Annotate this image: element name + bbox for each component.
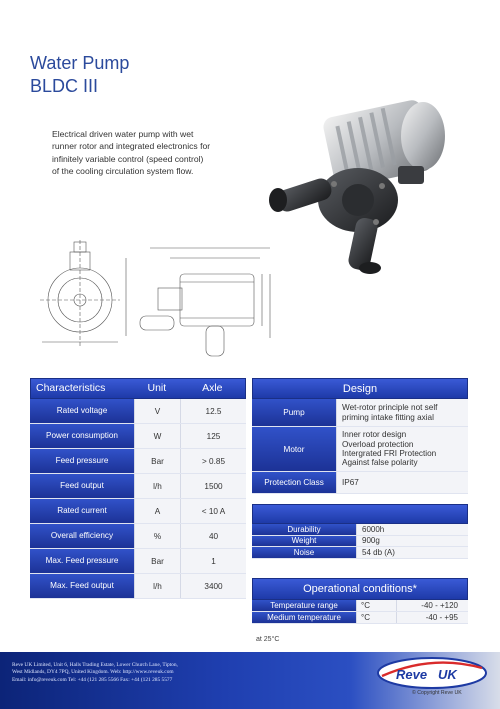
design-value-line: Against false polarity xyxy=(342,458,418,468)
condition-unit: °C xyxy=(356,612,396,623)
design-row-protection xyxy=(252,472,468,494)
row-unit: Bar xyxy=(134,449,180,473)
logo-suffix: UK xyxy=(438,667,457,682)
design-value-line: priming intake fitting axial xyxy=(342,412,434,422)
table-row xyxy=(252,600,468,612)
description-line: of the cooling circulation system flow. xyxy=(52,166,194,177)
design-label: Protection Class xyxy=(252,472,336,493)
spec-value: 6000h xyxy=(356,524,468,535)
row-label: Max. Feed output xyxy=(30,574,134,598)
design-header: Design xyxy=(252,378,468,399)
reve-uk-logo xyxy=(376,656,488,690)
description-line: infinitely variable control (speed control) xyxy=(52,153,204,164)
condition-label: Temperature range xyxy=(252,600,356,611)
design-row-motor xyxy=(252,427,468,472)
logo-text: Reve xyxy=(396,667,428,682)
row-label: Feed pressure xyxy=(30,449,134,473)
row-unit: % xyxy=(134,524,180,548)
specs-table xyxy=(252,504,468,559)
row-unit: Bar xyxy=(134,549,180,573)
row-value: 40 xyxy=(180,524,246,548)
row-unit: V xyxy=(134,399,180,423)
page-title: Water Pump xyxy=(30,53,130,73)
copyright-notice: © Copyright Reve UK xyxy=(412,690,462,696)
header-unit: Unit xyxy=(147,382,167,394)
address-line: West Midlands, DY4 7PQ, United Kingdom. Web: http://www.reveuk.com xyxy=(12,669,174,676)
design-value-line: Intergrated FRI Protection xyxy=(342,449,437,458)
row-label: Overall efficiency xyxy=(30,524,134,548)
table-row xyxy=(30,424,246,449)
design-value-line: Inner rotor design xyxy=(342,430,407,440)
table-row xyxy=(30,474,246,499)
table-row xyxy=(252,524,468,536)
characteristics-header xyxy=(30,378,246,399)
row-value: 12.5 xyxy=(180,399,246,423)
table-row xyxy=(30,499,246,524)
row-unit: l/h xyxy=(134,474,180,498)
product-description xyxy=(52,128,262,178)
spec-label: Noise xyxy=(252,547,356,558)
spec-value: 54 db (A) xyxy=(356,547,468,558)
table-row xyxy=(30,449,246,474)
table-row xyxy=(30,549,246,574)
table-row xyxy=(30,399,246,424)
spec-label: Weight xyxy=(252,536,356,547)
header-axle: Axle xyxy=(202,382,223,394)
condition-value: -40 - +95 xyxy=(396,612,468,623)
row-value: 3400 xyxy=(180,574,246,598)
operational-header: Operational conditions* xyxy=(252,578,468,600)
design-value: IP67 xyxy=(336,472,468,493)
condition-label: Medium temperature xyxy=(252,612,356,623)
spec-label: Durability xyxy=(252,524,356,535)
row-label: Rated current xyxy=(30,499,134,523)
footnote: at 25°C xyxy=(256,636,280,643)
address-line: Email: info@reveuk.com Tel: +44 (121 285 5566 Fax: +44 (121 285 5577 xyxy=(12,676,173,683)
design-value-line: Overload protection xyxy=(342,439,414,449)
row-label: Rated voltage xyxy=(30,399,134,423)
row-unit: l/h xyxy=(134,574,180,598)
row-label: Feed output xyxy=(30,474,134,498)
row-value: > 0.85 xyxy=(180,449,246,473)
technical-drawing xyxy=(30,238,280,366)
header-characteristics: Characteristics xyxy=(36,382,106,394)
row-value: 1 xyxy=(180,549,246,573)
table-row xyxy=(30,524,246,549)
design-value-line: Wet-rotor principle not self xyxy=(342,403,438,413)
description-line: runner rotor and integrated electronics for xyxy=(52,141,211,152)
table-row xyxy=(252,547,468,559)
design-table xyxy=(252,378,468,494)
design-label: Motor xyxy=(252,427,336,471)
condition-unit: °C xyxy=(356,600,396,611)
table-row xyxy=(30,574,246,599)
row-value: 1500 xyxy=(180,474,246,498)
design-row-pump xyxy=(252,399,468,427)
specs-header xyxy=(252,504,468,524)
row-value: < 10 A xyxy=(180,499,246,523)
operational-conditions-table xyxy=(252,578,468,624)
row-label: Max. Feed pressure xyxy=(30,549,134,573)
page-subtitle: BLDC III xyxy=(30,76,99,96)
address-line: Reve UK Limited, Unit 6, Halls Trading Estate, Lower Church Lane, Tipton, xyxy=(12,662,178,668)
design-value xyxy=(336,427,468,471)
row-unit: A xyxy=(134,499,180,523)
row-value: 125 xyxy=(180,424,246,448)
design-value xyxy=(336,399,468,426)
table-row xyxy=(252,536,468,548)
description-line: Electrical driven water pump with wet xyxy=(52,129,194,139)
characteristics-table xyxy=(30,378,246,599)
spec-value: 900g xyxy=(356,536,468,547)
table-row xyxy=(252,612,468,624)
row-label: Power consumption xyxy=(30,424,134,448)
design-label: Pump xyxy=(252,399,336,426)
pump-product-image xyxy=(258,88,458,278)
condition-value: -40 - +120 xyxy=(396,600,468,611)
company-address xyxy=(12,662,272,684)
row-unit: W xyxy=(134,424,180,448)
